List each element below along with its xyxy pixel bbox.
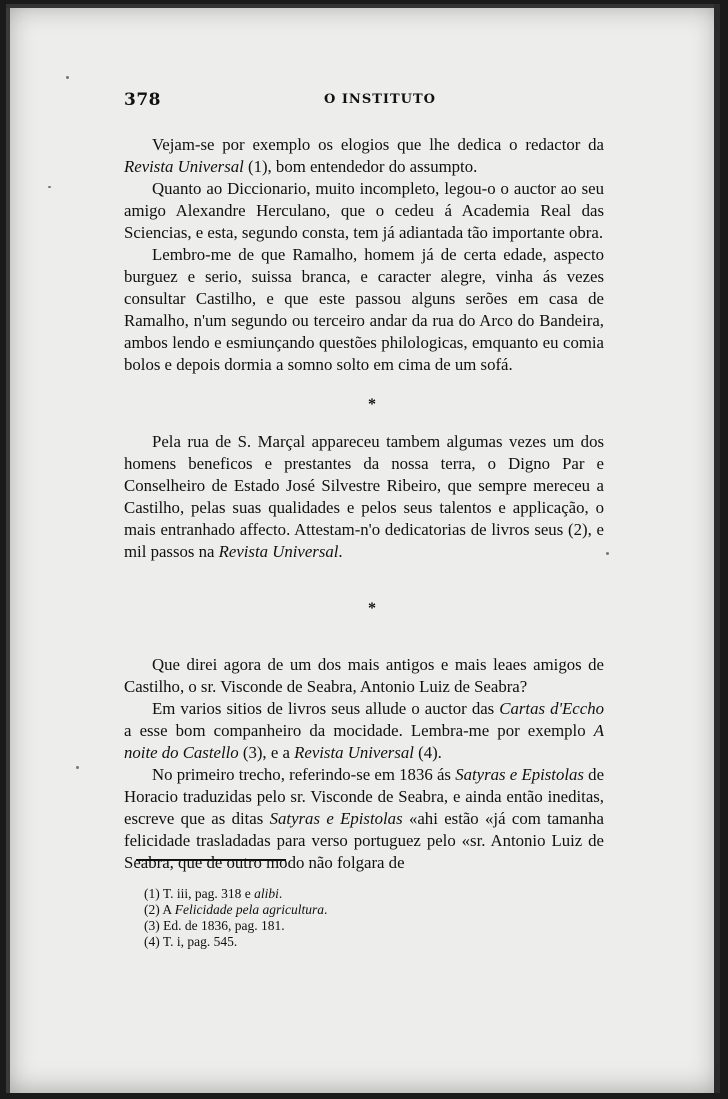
footnote-1: (1) T. iii, pag. 318 e alibi. bbox=[144, 886, 283, 901]
footnote-rule bbox=[136, 859, 286, 861]
section-separator: * bbox=[368, 600, 376, 617]
footnote-4: (4) T. i, pag. 545. bbox=[144, 934, 238, 949]
paragraph: No primeiro trecho, referindo-se em 1836 ás Satyras e Epistolas de Horacio traduzidas pelo sr. Visconde de Seabra, e ainda então ineditas, escreve que as ditas Satyras e Epistolas «ahi estão «já com tamanha felicidade trasladadas para verso portuguez pelo «sr. Antonio Luiz de Seabra, que de outro modo não folgara de bbox=[124, 765, 605, 872]
paragraph: Que direi agora de um dos mais antigos e mais leaes amigos de Castilho, o sr. Visconde de Seabra, Antonio Luiz de Seabra? bbox=[124, 655, 604, 696]
footnote-3: (3) Ed. de 1836, pag. 181. bbox=[144, 918, 285, 933]
paragraph: Quanto ao Diccionario, muito incompleto, legou-o o auctor ao seu amigo Alexandre Herculano, que o cedeu á Academia Real das Sciencias, e esta, segundo consta, tem já adiantada tão importante obra. bbox=[124, 179, 604, 242]
text-block-2 bbox=[124, 431, 604, 563]
text-block-1 bbox=[124, 134, 604, 376]
paragraph: Lembro-me de que Ramalho, homem já de certa edade, aspecto burguez e serio, suissa branca, e caracter alegre, vinha ás vezes consultar Castilho, e que este passou alguns serões em casa de Ramalho, n'um segundo ou terceiro andar da rua do Arco do Bandeira, ambos lendo e esmiunçando questões philologicas, emquanto eu comia bolos e depois dormia a somno solto em cima de um sofá. bbox=[124, 245, 604, 374]
print-speck bbox=[76, 766, 79, 769]
paragraph: Em varios sitios de livros seus allude o auctor das Cartas d'Eccho a esse bom companheiro da mocidade. Lembra-me por exemplo A noite do Castello (3), e a Revista Universal (4). bbox=[124, 699, 604, 762]
paragraph: Pela rua de S. Marçal appareceu tambem algumas vezes um dos homens beneficos e prestantes da nossa terra, o Digno Par e Conselheiro de Estado José Silvestre Ribeiro, que sempre mereceu a Castilho, pelas suas qualidades e pelos seus talentos e applicação, o mais entranhado affecto. Attestam-n'o dedicatorias de livros seus (2), e mil passos na Revista Universal. bbox=[124, 432, 604, 561]
page-number: 378 bbox=[124, 90, 161, 110]
page-edge-shadow bbox=[714, 4, 720, 1093]
page-edge-shadow bbox=[6, 4, 10, 1093]
print-speck bbox=[66, 76, 69, 79]
footnotes bbox=[144, 886, 444, 950]
print-speck bbox=[48, 186, 51, 188]
section-separator: * bbox=[368, 396, 376, 413]
print-speck bbox=[606, 552, 609, 555]
running-head: O INSTITUTO bbox=[324, 92, 436, 107]
footnote-2: (2) A Felicidade pela agricultura. bbox=[144, 902, 328, 917]
paragraph: Vejam-se por exemplo os elogios que lhe dedica o redactor da Revista Universal (1), bom entendedor do assumpto. bbox=[124, 135, 604, 176]
page-edge-shadow bbox=[6, 4, 720, 8]
text-block-3 bbox=[124, 654, 604, 874]
page-header bbox=[124, 90, 604, 114]
book-page bbox=[6, 4, 720, 1093]
